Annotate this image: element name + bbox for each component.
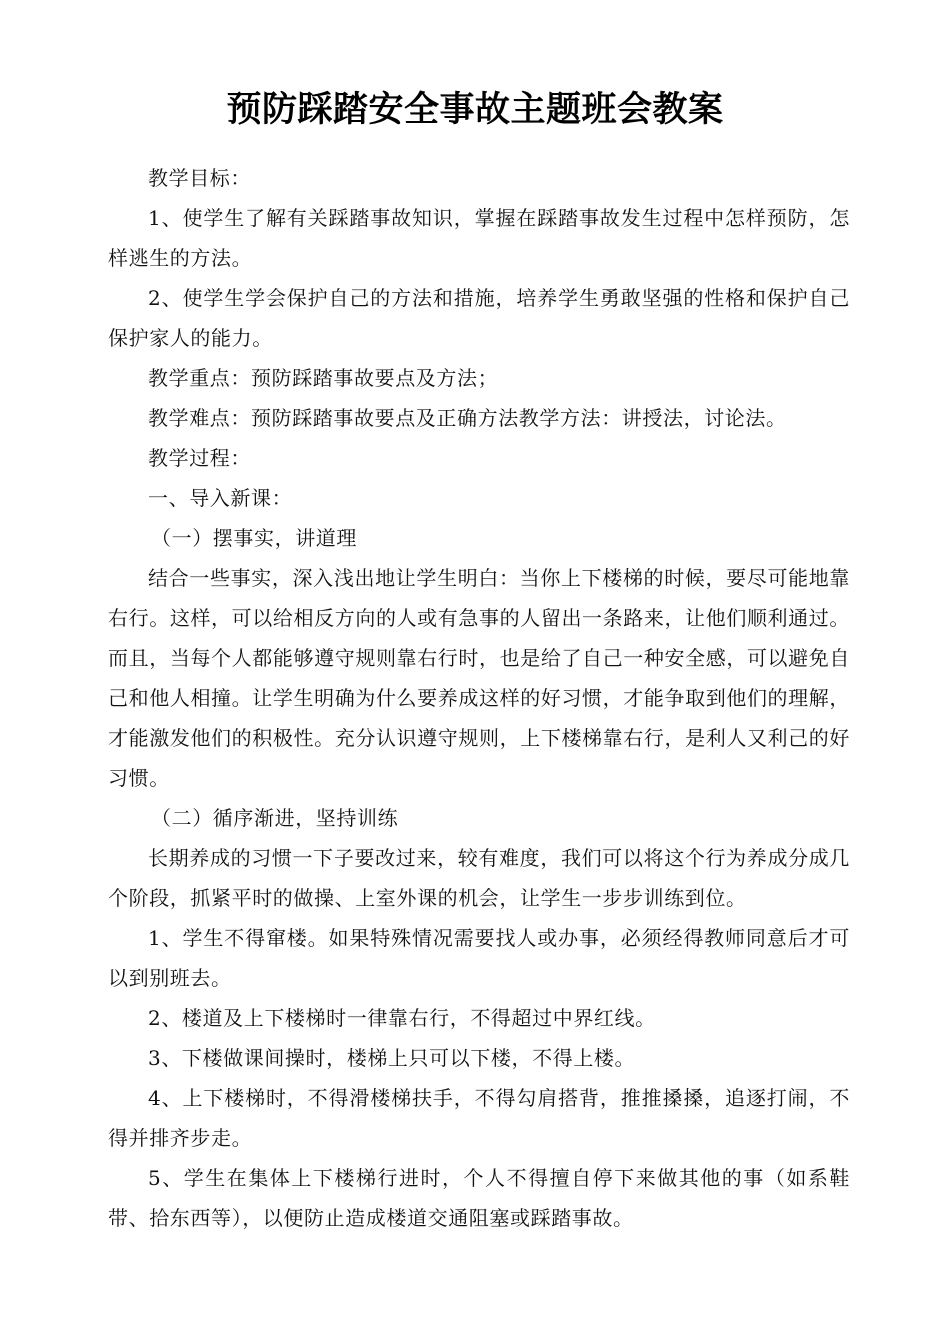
paragraph-goal-2: 2、使学生学会保护自己的方法和措施，培养学生勇敢坚强的性格和保护自己保护家人的能力。 (108, 286, 850, 350)
paragraph-rule-1: 1、学生不得窜楼。如果特殊情况需要找人或办事，必须经得教师同意后才可以到别班去。 (108, 926, 850, 990)
paragraph-rule-4: 4、上下楼梯时，不得滑楼梯扶手，不得勾肩搭背，推推搡搡，追逐打闹，不得并排齐步走。 (108, 1086, 850, 1150)
document-body (108, 158, 850, 1238)
paragraph-teaching-process-heading: 教学过程： (148, 446, 251, 470)
paragraph-subsection-1-heading: （一）摆事实，讲道理 (151, 526, 357, 550)
paragraph-rule-5: 5、学生在集体上下楼梯行进时，个人不得擅自停下来做其他的事（如系鞋带、拾东西等），以便防止造成楼道交通阻塞或踩踏事故。 (108, 1166, 850, 1230)
paragraph-teaching-focus: 教学重点：预防踩踏事故要点及方法； (148, 366, 499, 390)
paragraph-teaching-difficulty: 教学难点：预防踩踏事故要点及正确方法教学方法：讲授法，讨论法。 (148, 406, 787, 430)
paragraph-rule-2: 2、楼道及上下楼梯时一律靠右行，不得超过中界红线。 (148, 1006, 656, 1030)
paragraph-rule-3: 3、下楼做课间操时，楼梯上只可以下楼，不得上楼。 (148, 1046, 636, 1070)
paragraph-subsection-2-body: 长期养成的习惯一下子要改过来，较有难度，我们可以将这个行为养成分成几个阶段，抓紧平时的做操、上室外课的机会，让学生一步步训练到位。 (108, 846, 850, 910)
document-title: 预防踩踏安全事故主题班会教案 (226, 90, 724, 130)
paragraph-subsection-1-body: 结合一些事实，深入浅出地让学生明白：当你上下楼梯的时候，要尽可能地靠右行。这样，可以给相反方向的人或有急事的人留出一条路来，让他们顺利通过。而且，当每个人都能够遵守规则靠右行时，也是给了自己一种安全感，可以避免自己和他人相撞。让学生明确为什么要养成这样的好习惯，才能争取到他们的理解，才能激发他们的积极性。充分认识遵守规则，上下楼梯靠右行，是利人又利己的好习惯。 (108, 566, 850, 790)
paragraph-subsection-2-heading: （二）循序渐进，坚持训练 (151, 806, 399, 830)
paragraph-section-intro-heading: 一、导入新课： (148, 486, 293, 510)
paragraph-goal-1: 1、使学生了解有关踩踏事故知识，掌握在踩踏事故发生过程中怎样预防，怎样逃生的方法。 (108, 206, 850, 270)
paragraph-teaching-goals-heading: 教学目标： (148, 166, 251, 190)
